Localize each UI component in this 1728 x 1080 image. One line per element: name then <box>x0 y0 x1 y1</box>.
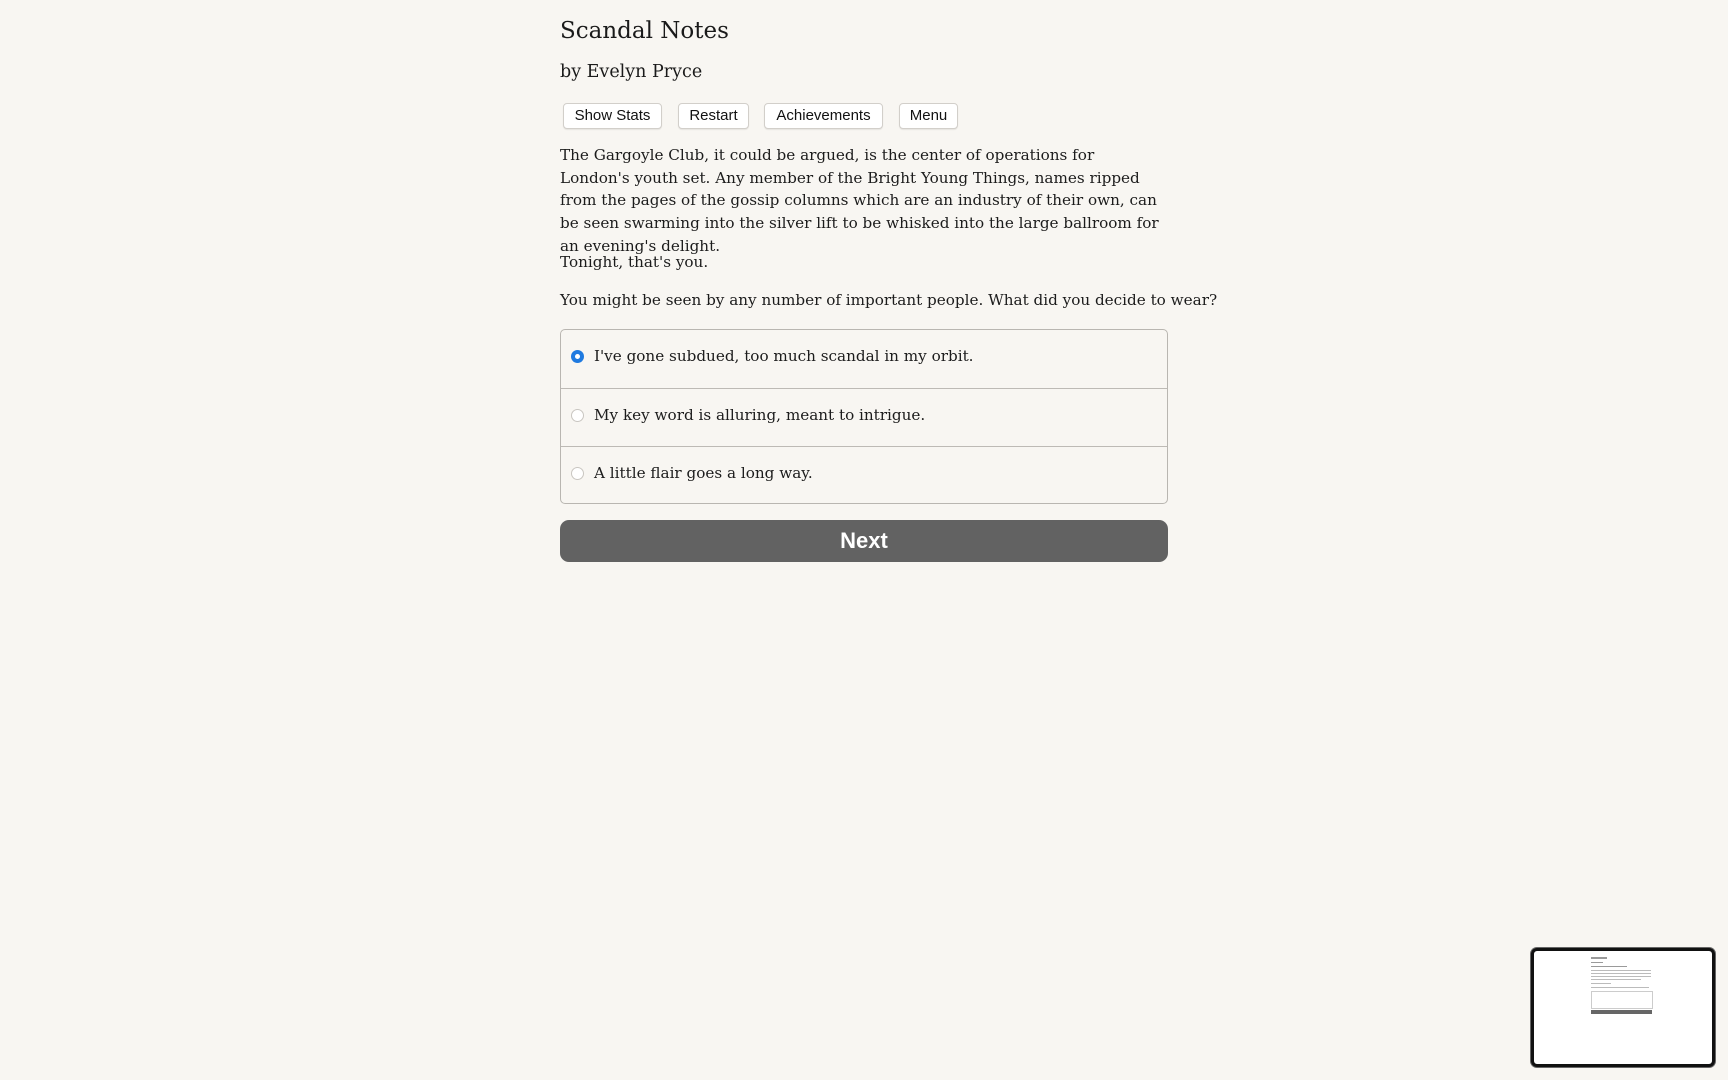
story-paragraph: Tonight, that's you. <box>560 253 709 271</box>
choice-option-alluring[interactable] <box>561 388 1167 446</box>
menu-button[interactable]: Menu <box>899 103 958 129</box>
choice-list <box>560 329 1168 504</box>
choice-label: A little flair goes a long way. <box>594 464 813 482</box>
choice-label: My key word is alluring, meant to intrigue. <box>594 406 926 424</box>
screenshot-thumbnail[interactable] <box>1531 948 1715 1067</box>
thumbnail-text-line <box>1591 983 1611 984</box>
story-question: You might be seen by any number of important people. What did you decide to wear? <box>560 291 1218 309</box>
choice-option-subdued[interactable] <box>561 330 1167 387</box>
choice-label: I've gone subdued, too much scandal in my orbit. <box>594 347 974 365</box>
game-author: by Evelyn Pryce <box>560 62 703 82</box>
achievements-button[interactable]: Achievements <box>764 103 883 129</box>
thumbnail-author-line <box>1591 962 1603 963</box>
thumbnail-text-line <box>1591 979 1641 980</box>
next-button[interactable]: Next <box>560 520 1168 562</box>
restart-button[interactable]: Restart <box>678 103 749 129</box>
thumbnail-next-bar <box>1591 1010 1652 1014</box>
story-paragraph: The Gargoyle Club, it could be argued, is the center of operations for London's youth set. Any member of the Bright Young Things, names ripped from the pages of the gossip columns which are an industry of their own, can be seen swarming into the silver lift to be whisked into the large ballroom for an evening's delight. <box>560 146 1159 255</box>
thumbnail-text-line <box>1591 970 1651 971</box>
thumbnail-text-line <box>1591 987 1649 988</box>
thumbnail-choice-box <box>1591 991 1653 1009</box>
choice-option-flair[interactable] <box>561 446 1167 504</box>
thumbnail-text-line <box>1591 976 1651 977</box>
radio-selected-icon[interactable] <box>571 350 584 363</box>
thumbnail-toolbar-line <box>1591 966 1627 967</box>
game-title: Scandal Notes <box>560 18 729 44</box>
show-stats-button[interactable]: Show Stats <box>563 103 662 129</box>
radio-unselected-icon[interactable] <box>571 409 584 422</box>
thumbnail-text-line <box>1591 973 1651 974</box>
thumbnail-title-line <box>1591 957 1607 959</box>
radio-unselected-icon[interactable] <box>571 467 584 480</box>
